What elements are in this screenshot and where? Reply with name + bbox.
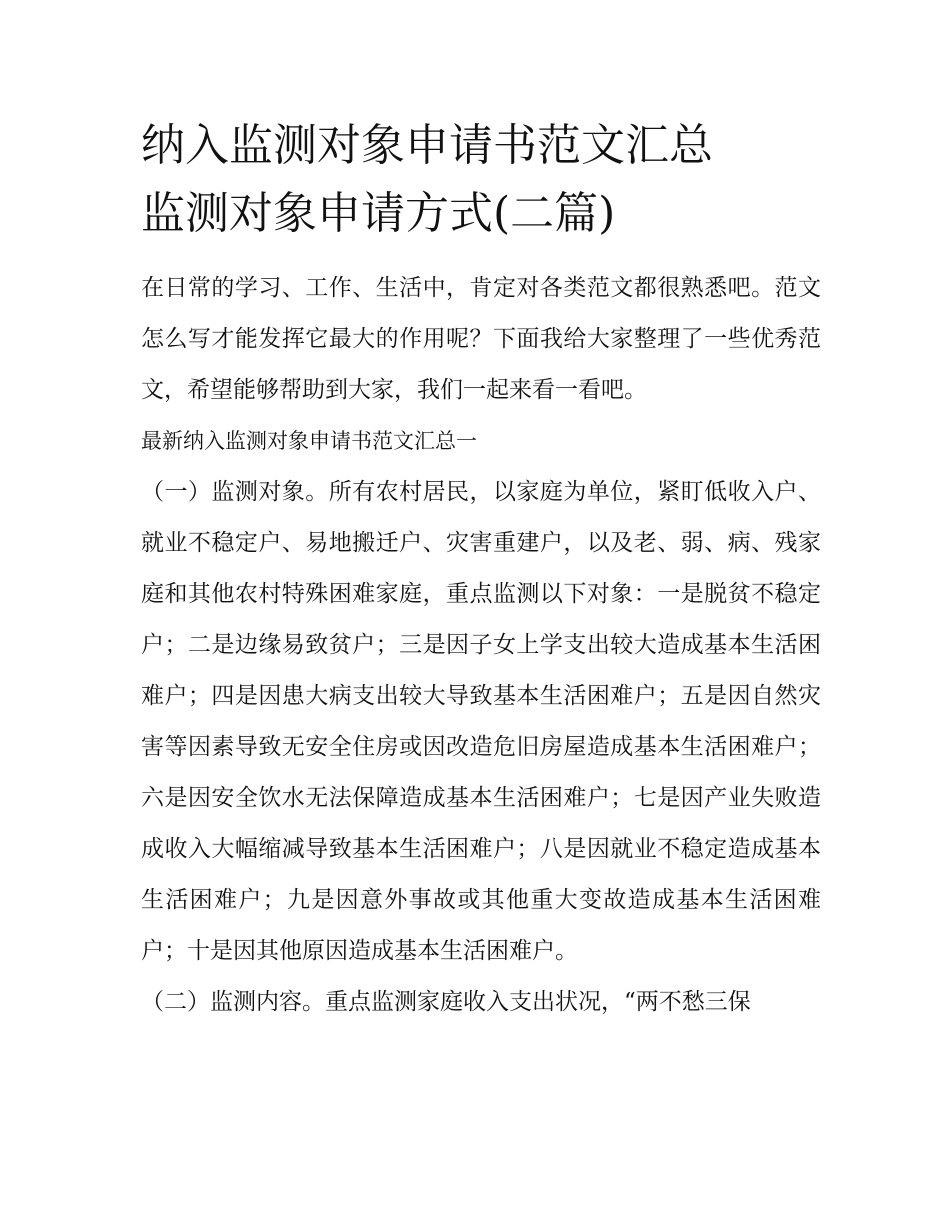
title-line-2: 监测对象申请方式(二篇) (141, 188, 616, 239)
paragraph-monitoring-content: （二）监测内容。重点监测家庭收入支出状况，“两不愁三保 (141, 989, 751, 1015)
document-body (141, 263, 821, 1028)
title-line-1: 纳入监测对象申请书范文汇总 (141, 120, 713, 171)
paragraph-monitoring-targets: （一）监测对象。所有农村居民，以家庭为单位，紧盯低收入户、就业不稳定户、易地搬迁户、灾害重建户，以及老、弱、病、残家庭和其他农村特殊困难家庭，重点监测以下对象：一是脱贫不稳定户；二是边缘易致贫户；三是因子女上学支出较大造成基本生活困难户；四是因患大病支出较大导致基本生活困难户；五是因自然灾害等因素导致无安全住房或因改造危旧房屋造成基本生活困难户；六是因安全饮水无法保障造成基本生活困难户；七是因产业失败造成收入大幅缩减导致基本生活困难户；八是因就业不稳定造成基本生活困难户；九是因意外事故或其他重大变故造成基本生活困难户；十是因其他原因造成基本生活困难户。 (141, 479, 821, 964)
section-heading: 最新纳入监测对象申请书范文汇总一 (141, 429, 477, 453)
document-page (141, 112, 821, 1028)
document-title (141, 112, 821, 248)
intro-paragraph: 在日常的学习、工作、生活中，肯定对各类范文都很熟悉吧。范文怎么写才能发挥它最大的作用呢？下面我给大家整理了一些优秀范文，希望能够帮助到大家，我们一起来看一看吧。 (141, 275, 821, 403)
